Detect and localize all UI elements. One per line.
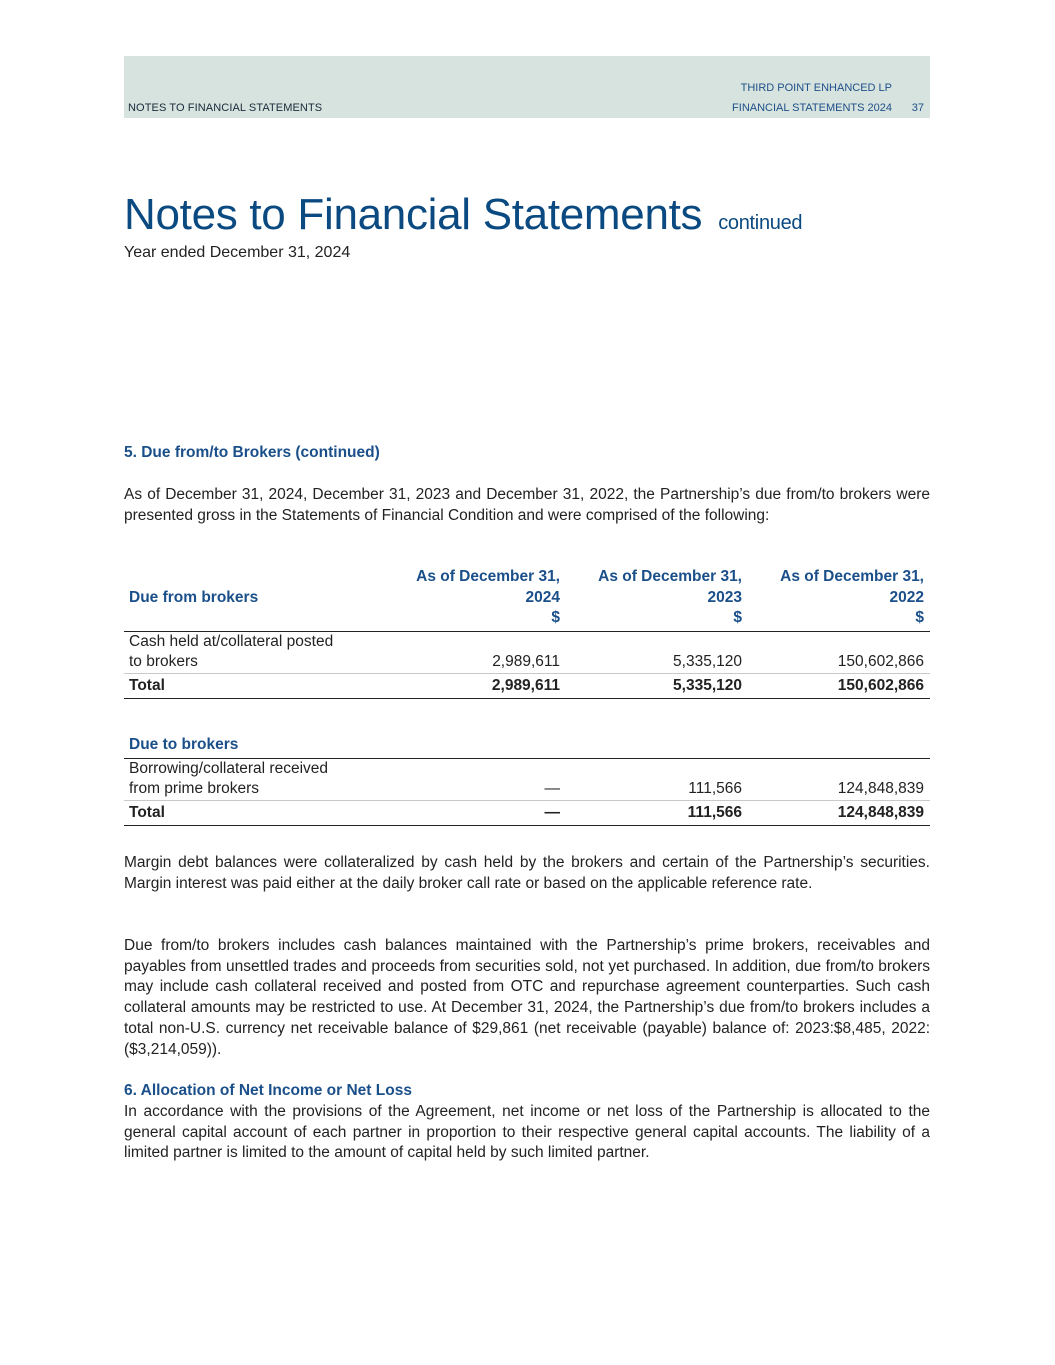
row-label-line2: to brokers — [129, 653, 198, 670]
due-from-heading — [124, 567, 384, 631]
value-2024: 2,989,611 — [384, 631, 566, 673]
col-2022-line2: 2022 — [889, 588, 924, 606]
table-row — [124, 758, 930, 800]
section-5-intro: As of December 31, 2024, December 31, 2023 and December 31, 2022, the Partnership’s due from/to brokers were presented gross in the Statements of Financial Condition and were comprised of the following: — [124, 486, 930, 524]
page-subtitle: Year ended December 31, 2024 — [124, 244, 351, 261]
total-2024: 2,989,611 — [384, 673, 566, 699]
row-label — [124, 758, 384, 800]
row-label-line2: from prime brokers — [129, 780, 260, 797]
due-detail-paragraph: Due from/to brokers includes cash balances maintained with the Partnership’s prime brokers, receivables and payables from unsettled trades and proceeds from securities sold, not yet purchased. In addition, due from/to brokers may include cash collateral received and posted from OTC and repurchase agreement counterparties. Such cash collateral amounts may be restricted to use. At December 31, 2024, the Partnership’s due from/to brokers includes a total non-U.S. currency net receivable balance of $29,861 (net receivable (payable) balance of: 2023:$8,485, 2022: ($3,214,059)). — [124, 937, 930, 1058]
due-from-brokers-table — [124, 567, 930, 699]
total-label: Total — [124, 673, 384, 699]
col-2024-line2: 2024 — [525, 588, 560, 606]
header-report-name: FINANCIAL STATEMENTS 2024 — [732, 102, 892, 114]
col-2023-line2: 2023 — [707, 588, 742, 606]
col-2023-unit: $ — [733, 609, 742, 626]
total-2022: 150,602,866 — [748, 673, 930, 699]
page-number: 37 — [911, 102, 924, 114]
total-row — [124, 800, 930, 826]
value-2022: 124,848,839 — [748, 758, 930, 800]
row-label — [124, 631, 384, 673]
row-label-line1: Cash held at/collateral posted — [129, 632, 334, 650]
section-5-heading: 5. Due from/to Brokers (continued) — [124, 444, 380, 461]
value-2022: 150,602,866 — [748, 631, 930, 673]
section-6-heading: 6. Allocation of Net Income or Net Loss — [124, 1082, 412, 1099]
header-company-name: THIRD POINT ENHANCED LP — [740, 82, 892, 94]
total-2023: 5,335,120 — [566, 673, 748, 699]
col-2024-line1: As of December 31, — [416, 568, 560, 585]
column-header-2024 — [384, 567, 566, 631]
column-header-2023 — [566, 567, 748, 631]
total-label: Total — [124, 800, 384, 826]
row-label-line1: Borrowing/collateral received — [129, 759, 329, 777]
col-2022-unit: $ — [915, 609, 924, 626]
table-row — [124, 631, 930, 673]
column-header-2022 — [748, 567, 930, 631]
table-header-row — [124, 567, 930, 631]
due-to-heading: Due to brokers — [124, 735, 384, 758]
due-from-heading-text: Due from brokers — [129, 588, 259, 606]
margin-debt-paragraph: Margin debt balances were collateralized by cash held by the brokers and certain of the Partnership’s securities. Margin interest was paid either at the daily broker call rate or based on the applicable reference rate. — [124, 854, 930, 892]
col-2023-line1: As of December 31, — [598, 568, 742, 585]
total-2023: 111,566 — [566, 800, 748, 826]
col-2024-unit: $ — [551, 609, 560, 626]
page-title-suffix: continued — [718, 212, 803, 234]
page-header — [124, 56, 930, 118]
table-header-row — [124, 735, 930, 758]
section-6-body: In accordance with the provisions of the Agreement, net income or net loss of the Partnership is allocated to the general capital account of each partner in proportion to their respective general capital accounts. The liability of a limited partner is limited to the amount of capital held by such limited partner. — [124, 1103, 930, 1162]
value-2024: — — [384, 758, 566, 800]
page-title — [124, 190, 802, 240]
page-title-text: Notes to Financial Statements — [124, 190, 703, 239]
total-2024: — — [384, 800, 566, 826]
total-2022: 124,848,839 — [748, 800, 930, 826]
value-2023: 5,335,120 — [566, 631, 748, 673]
header-section-label: NOTES TO FINANCIAL STATEMENTS — [128, 102, 323, 114]
col-2022-line1: As of December 31, — [780, 568, 924, 585]
total-row — [124, 673, 930, 699]
value-2023: 111,566 — [566, 758, 748, 800]
due-to-brokers-table — [124, 735, 930, 826]
